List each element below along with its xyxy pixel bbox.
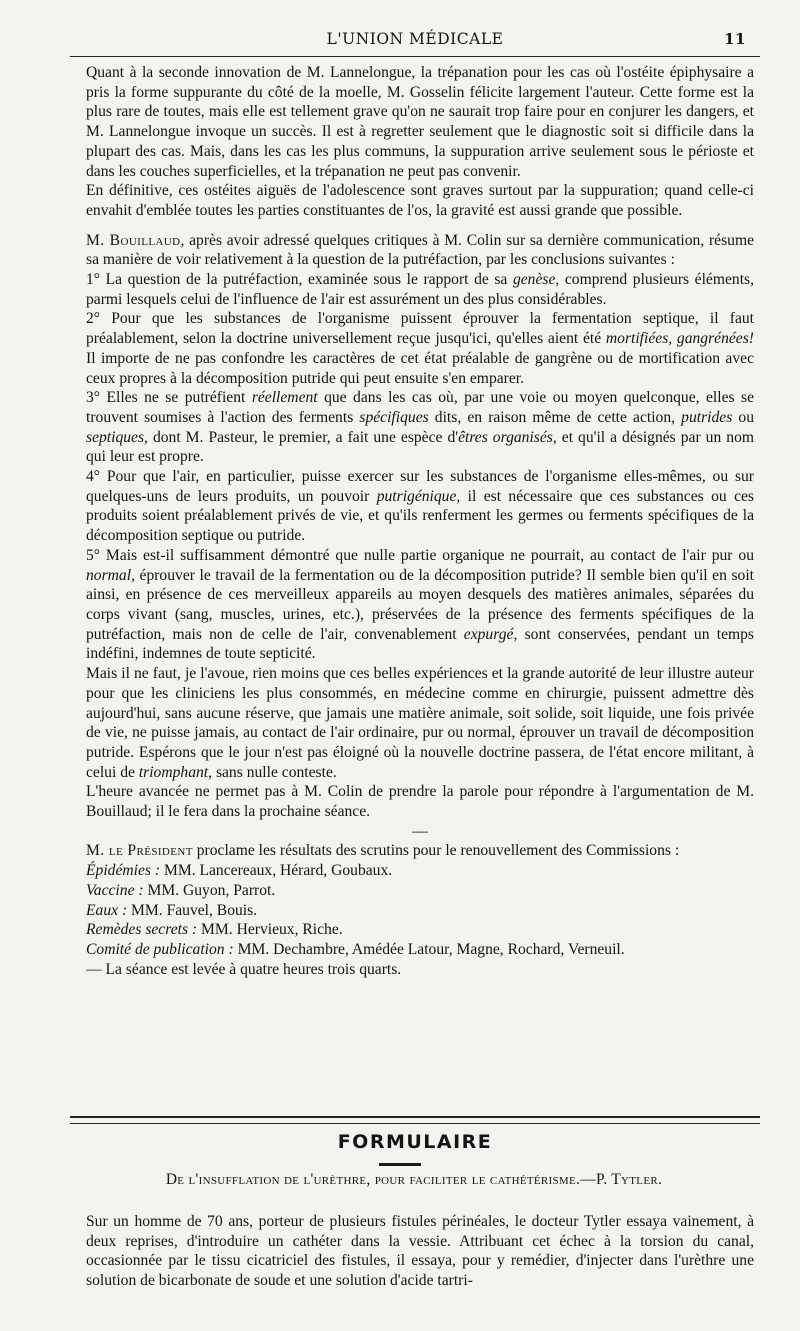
page-number: 11 (724, 30, 746, 48)
article-title: De l'insufflation de l'urèthre, pour faciliter le cathétérisme.—P. Tytler. (165, 1171, 663, 1188)
paragraph-heure-avancee: L'heure avancée ne permet pas à M. Colin de prendre la parole pour répondre à l'argumentation de M. Bouillaud; il le fera dans la prochaine séance. (86, 783, 754, 821)
speaker-name: M. Bouillaud (86, 231, 181, 249)
conclusion-2: 2° Pour que les substances de l'organisme puissent éprouver la fermentation septique, il faut préalablement, selon la doctrine universellement reçue jusqu'ici, qu'elles aient été mortifiées, gangrénées! Il importe de ne pas confondre les caractères de cet état préalable de gangrène ou de mortification avec ceux propres à la décomposition putride qui peut ensuite s'en emparer. (86, 310, 754, 387)
commission-item: Comité de publication : MM. Dechambre, Amédée Latour, Magne, Rochard, Verneuil. (86, 940, 625, 958)
president-label: M. le Président (86, 842, 193, 860)
conclusion-4: 4° Pour que l'air, en particulier, puisse exercer sur les substances de l'organisme elles-mêmes, ou sur quelques-uns de leurs produits, un pouvoir putrigénique, il est nécessaire que ces substances ou ces produits soient préalablement privés de vie, et qu'ils renferment les germes ou ferments spécifiques de la décomposition septique ou putride. (86, 468, 754, 545)
conclusion-3: 3° Elles ne se putréfient réellement que dans les cas où, par une voie ou moyen quelconque, elles se trouvent soumises à l'action des ferments spécifiques dits, en raison même de cette action, putrides ou septiques, dont M. Pasteur, le premier, a fait une espèce d'êtres organisés, et qu'il a désignés par un nom qui leur est propre. (86, 389, 755, 466)
section-divider (70, 1116, 760, 1124)
commission-item: Remèdes secrets : MM. Hervieux, Riche. (86, 921, 343, 939)
conclusion-5: 5° Mais est-il suffisamment démontré que nulle partie organique ne pourrait, au contact de l'air pur ou normal, éprouver le travail de la fermentation ou de la décomposition putride? Il semble bien qu'il en soit ainsi, en présence de ces merveilleux appareils au moyen desquels des matières animales, séparées du corps vivant (sang, muscles, urines, etc.), préservées de la présence des ferments spécifiques de la putréfaction, mais non de celle de l'air, convenablement expurgé, sont conservées, pendant un temps indéfini, indemnes de toute septicité. (86, 546, 754, 663)
paragraph-reserve: Mais il ne faut, je l'avoue, rien moins que ces belles expériences et la grande autorité de leur illustre auteur pour que les cliniciens les plus consommés, en médecine comme en chirurgie, puissent admettre dès aujourd'hui, sans aucune réserve, que jamais une matière animale, soit solide, soit liquide, une fois privée de vie, ne puisse jamais, au contact de l'air ordinaire, pur ou normal, éprouver un travail de décomposition putride. Espérons que le jour n'est pas éloigné où la nouvelle doctrine passera, de l'état encore militant, à celui de triomphant, sans nulle conteste. (86, 665, 754, 781)
title-underline (379, 1163, 421, 1166)
paragraph-trepanation: Quant à la seconde innovation de M. Lannelongue, la trépanation pour les cas où l'ostéite épiphysaire a pris la forme suppurante du côté de la moelle, M. Gosselin félicite largement l'auteur. Cette forme est la plus rare de toutes, mais elle est tellement grave qu'on ne saurait trop faire pour en conjurer les dangers, et M. Lannelongue invoque un succès. Il est à regretter seulement que le diagnostic soit si difficile dans la plupart des cas. Mais, dans les cas les plus communs, la suppuration arrive seulement sous le périoste et dans les couches superficielles, et la trépanation ne peut pas convenir. (86, 64, 754, 180)
conclusion-1: 1° La question de la putréfaction, examinée sous le rapport de sa genèse, comprend plusieurs éléments, parmi lesquels celui de l'influence de l'air est assurément un des plus considérables. (86, 271, 754, 308)
page-header (70, 26, 760, 52)
journal-title: L'UNION MÉDICALE (326, 30, 504, 48)
commission-item: Vaccine : MM. Guyon, Parrot. (86, 881, 276, 899)
commission-item: Épidémies : MM. Lancereaux, Hérard, Goubaux. (86, 862, 393, 880)
main-text (86, 63, 754, 979)
paragraph-president: M. le Président proclame les résultats des scrutins pour le renouvellement des Commissions : (86, 842, 680, 860)
section-title: FORMULAIRE (337, 1131, 493, 1153)
separator-dash: — (412, 822, 428, 840)
article-paragraph: Sur un homme de 70 ans, porteur de plusieurs fistules périnéales, le docteur Tytler essaya vainement, à deux reprises, d'introduire un cathéter dans la vessie. Attribuant cet échec à la torsion du canal, occasionnée par le tissu cicatriciel des fistules, il essaya, pour y remédier, d'injecter dans l'urèthre une solution de bicarbonate de soude et une solution d'acide tartri- (86, 1213, 754, 1290)
header-rule (70, 56, 760, 57)
paragraph-seance-levee: — La séance est levée à quatre heures trois quarts. (86, 960, 402, 978)
paragraph-bouillaud-intro: M. Bouillaud, après avoir adressé quelques critiques à M. Colin sur sa dernière communication, résume sa manière de voir relativement à la question de la putréfaction, par les conclusions suivantes : (86, 231, 754, 269)
commission-item: Eaux : MM. Fauvel, Bouis. (86, 901, 258, 919)
article-body (86, 1212, 754, 1291)
paragraph-definitive: En définitive, ces ostéites aiguës de l'adolescence sont graves surtout par la suppuration; quand celle-ci envahit d'emblée toutes les parties constituantes de l'os, la gravité est aussi grande que possible. (86, 182, 754, 219)
